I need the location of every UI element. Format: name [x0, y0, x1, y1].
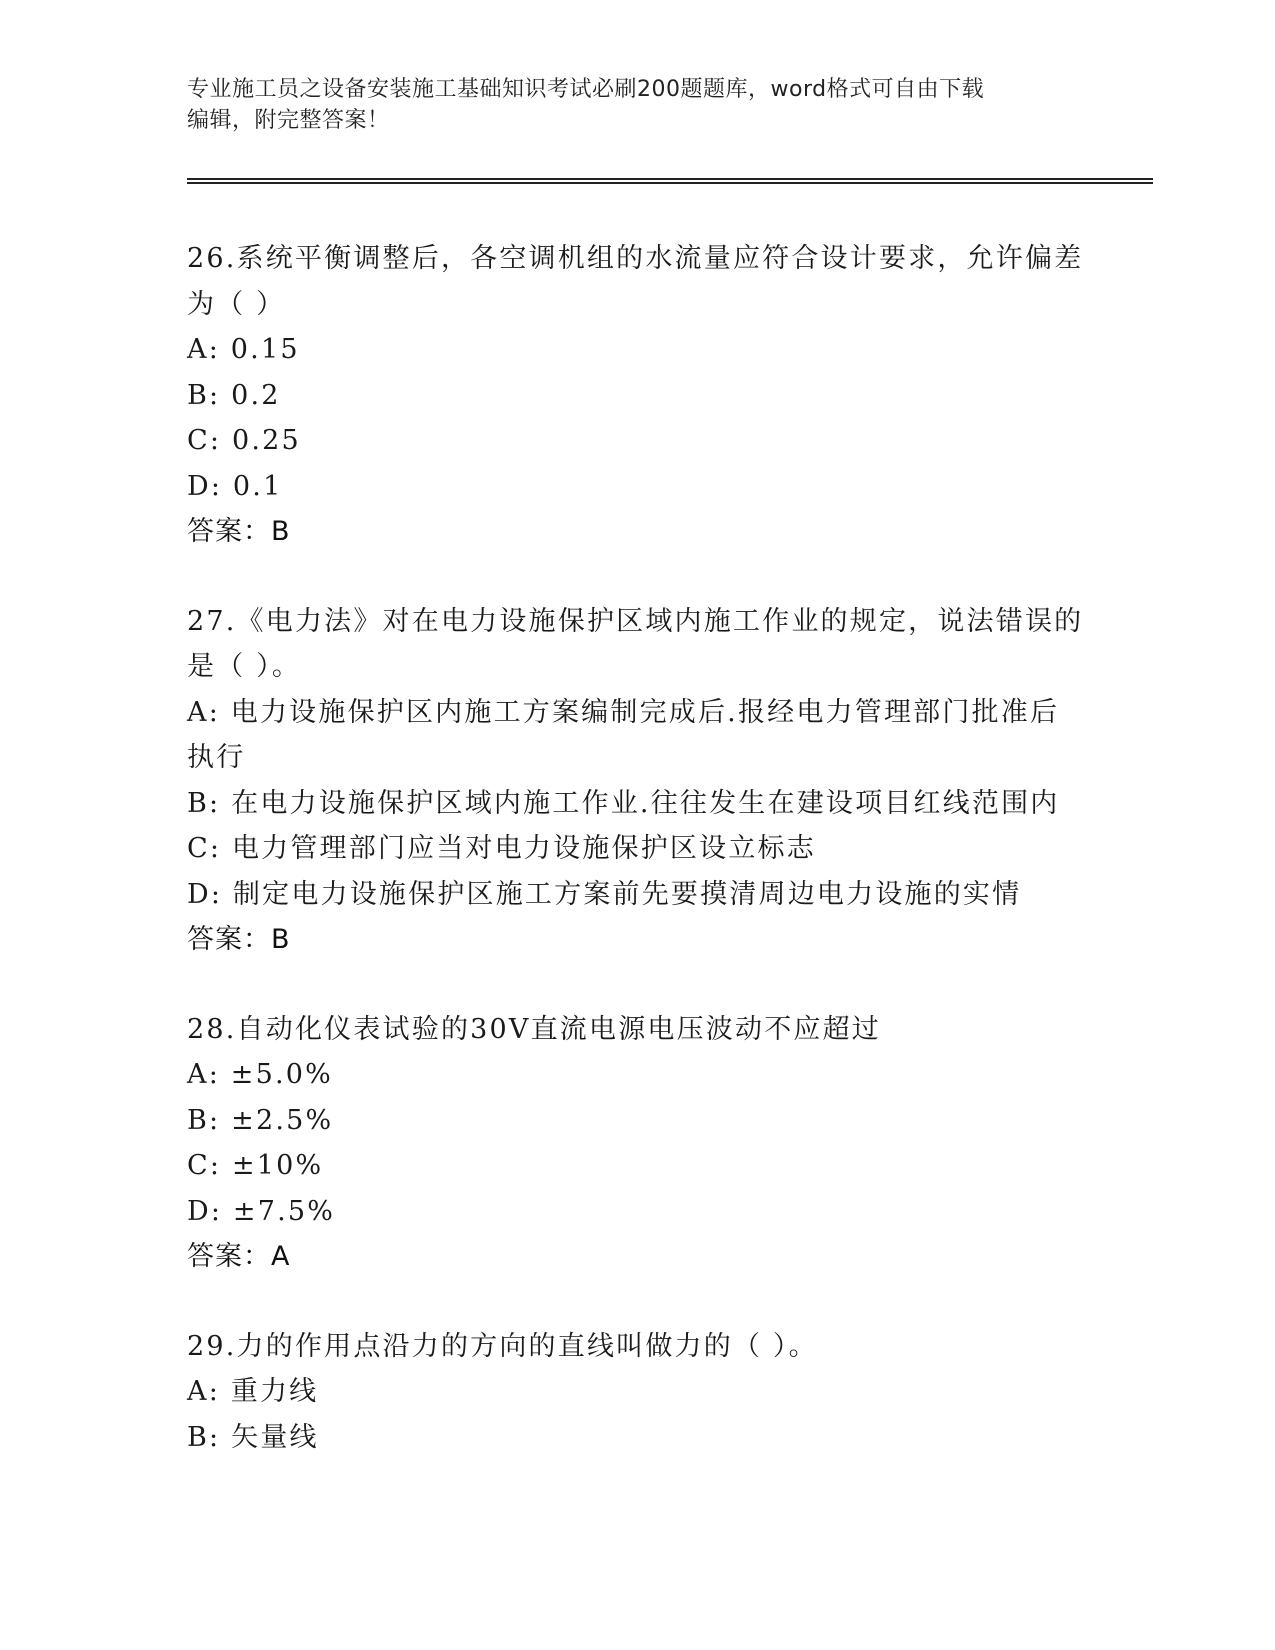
header-line-1: 专业施工员之设备安装施工基础知识考试必刷200题题库，word格式可自由下载 — [187, 77, 985, 102]
question-26 — [187, 236, 1087, 555]
option-c: C: 电力管理部门应当对电力设施保护区设立标志 — [187, 833, 816, 864]
question-stem: 26.系统平衡调整后，各空调机组的水流量应符合设计要求，允许偏差 — [187, 243, 1084, 274]
answer: 答案：A — [187, 1241, 291, 1272]
question-stem: 29.力的作用点沿力的方向的直线叫做力的（ ）。 — [187, 1330, 818, 1362]
answer: 答案：B — [187, 924, 291, 955]
option-d: D: 0.1 — [187, 470, 283, 502]
option-b: B: 矢量线 — [187, 1421, 319, 1453]
question-stem-continued: 是（ ）。 — [187, 651, 302, 682]
option-a: A: 电力设施保护区内施工方案编制完成后.报经电力管理部门批准后 — [187, 696, 1060, 728]
option-d: D: ±7.5% — [187, 1195, 336, 1227]
question-stem: 28.自动化仪表试验的30V直流电源电压波动不应超过 — [187, 1013, 881, 1045]
option-c: C: 0.25 — [187, 425, 301, 456]
page-header — [187, 74, 1087, 136]
header-divider — [187, 178, 1153, 184]
option-b: B: 在电力设施保护区域内施工作业.往往发生在建设项目红线范围内 — [187, 787, 1060, 819]
question-stem: 27.《电力法》对在电力设施保护区域内施工作业的规定，说法错误的 — [187, 605, 1084, 637]
question-list — [187, 236, 1087, 1504]
option-a: A: 重力线 — [187, 1376, 319, 1407]
option-b: B: ±2.5% — [187, 1104, 334, 1136]
question-29 — [187, 1324, 1087, 1461]
question-27 — [187, 599, 1087, 963]
option-a: A: ±5.0% — [187, 1059, 333, 1090]
question-stem-continued: 为（ ） — [187, 288, 286, 320]
option-d: D: 制定电力设施保护区施工方案前先要摸清周边电力设施的实情 — [187, 878, 1022, 910]
option-b: B: 0.2 — [187, 379, 281, 411]
question-28 — [187, 1007, 1087, 1280]
answer: 答案：B — [187, 516, 291, 547]
header-line-2: 编辑，附完整答案！ — [187, 108, 390, 133]
option-c: C: ±10% — [187, 1150, 324, 1181]
option-a-continued: 执行 — [187, 742, 246, 773]
option-a: A: 0.15 — [187, 334, 300, 365]
